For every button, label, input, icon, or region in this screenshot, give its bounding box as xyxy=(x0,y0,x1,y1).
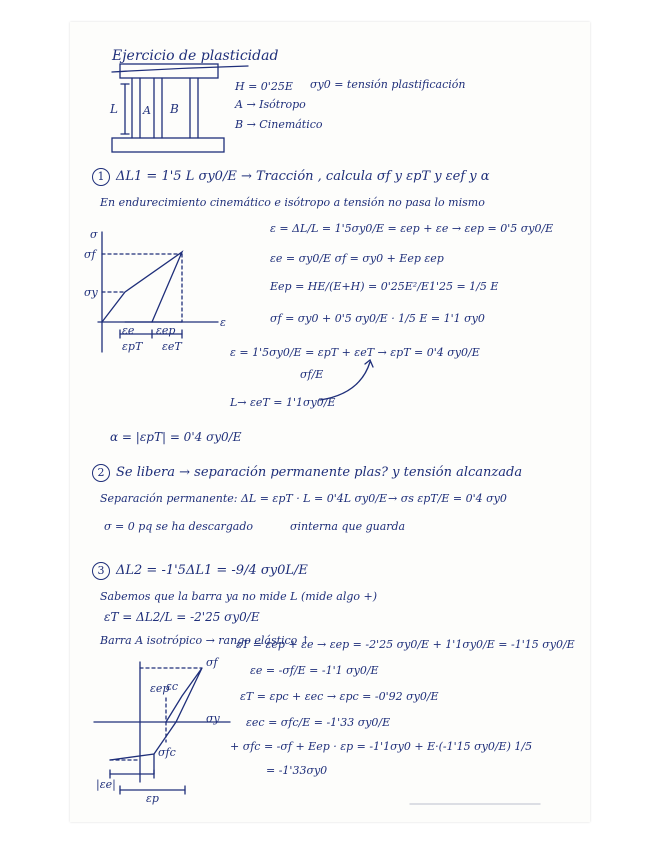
section1-eq-5: ε = 1'5σy0/E = εpT + εeT → εpT = 0'4 σy0/E xyxy=(230,346,480,359)
graph2-sigf-label: σf xyxy=(206,656,218,669)
graph2-sigfc-label: σfc xyxy=(158,746,176,759)
label-length: L xyxy=(110,102,118,116)
page-title: Ejercicio de plasticidad xyxy=(112,48,279,64)
section2-eq-4: σinterna que guarda xyxy=(290,520,406,533)
section1-subtitle: En endurecimiento cinemático e isótropo a tensión no pasa lo mismo xyxy=(100,196,485,209)
graph1-sigy-label: σy xyxy=(84,286,98,299)
graph2-sigy-label: σy xyxy=(206,712,220,725)
section2-head-text: Se libera → separación permanente plas? y tensión alcanzada xyxy=(116,465,523,480)
section1-eq-1: ε = ΔL/L = 1'5σy0/E = εep + εe → εep = 0'5 σy0/E xyxy=(270,222,554,235)
section3-number: 3 xyxy=(92,562,110,580)
graph1-ee-label: εe xyxy=(122,324,135,337)
section1-alpha: α = |εpT| = 0'4 σy0/E xyxy=(110,430,242,444)
section2-eq-3: σ = 0 pq se ha descargado xyxy=(104,520,254,533)
section3-eq-6: εec = σfc/E = -1'33 σy0/E xyxy=(246,716,391,729)
section1-number: 1 xyxy=(92,168,110,186)
section1-eq-2: εe = σy0/E σf = σy0 + Eep εep xyxy=(270,252,444,265)
given-kinematic: B → Cinemático xyxy=(235,118,323,131)
graph1-eet-label: εeT xyxy=(162,340,182,353)
given-sigma-y0: σy0 = tensión plastificación xyxy=(310,78,466,91)
section3-eq-7: + σfc = -σf + Eep · εp = -1'1σy0 + E·(-1'15 σy0/E) 1/5 xyxy=(230,740,533,753)
section3-head-text: ΔL2 = -1'5ΔL1 = -9/4 σy0L/E xyxy=(116,563,308,578)
section3-eq-8: = -1'33σy0 xyxy=(266,764,328,777)
section3-subtitle: Sabemos que la barra ya no mide L (mide algo +) xyxy=(100,590,378,603)
graph1-eep-label: εep xyxy=(156,324,176,337)
given-h: H = 0'25E xyxy=(235,80,293,93)
graph2-eep-label: εep xyxy=(150,682,170,695)
section2-eq-1: Separación permanente: ΔL = εpT · L = 0'4L σy0/E xyxy=(100,492,387,505)
bar-bottom-plate xyxy=(112,138,224,152)
graph2-ec-label: εc xyxy=(166,680,179,693)
section3-eq-3: εT = εep + εe → εep = -2'25 σy0/E + 1'1σy0/E = -1'15 σy0/E xyxy=(236,638,575,651)
section1-eq-7: L→ εeT = 1'1σy0/E xyxy=(230,396,336,409)
section3-eq-2: Barra A isotrópico → rango elástico ↑ xyxy=(100,634,311,647)
section3-eq-4: εe = -σf/E = -1'1 σy0/E xyxy=(250,664,379,677)
section1-heading xyxy=(92,168,490,186)
graph1-sigma-label: σ xyxy=(90,228,98,241)
label-bar-a: A xyxy=(143,104,151,117)
section3-eq-5: εT = εpc + εec → εpc = -0'92 σy0/E xyxy=(240,690,439,703)
graph1-sigf-label: σf xyxy=(84,248,96,261)
graph1-ept-label: εpT xyxy=(122,340,143,353)
section1-head-text: ΔL1 = 1'5 L σy0/E → Tracción , calcula σf y εpT y εef y α xyxy=(116,169,490,184)
section1-eq-4: σf = σy0 + 0'5 σy0/E · 1/5 E = 1'1 σy0 xyxy=(270,312,485,325)
section1-eq-6: σf/E xyxy=(300,368,324,381)
graph2-ep-label: εp xyxy=(146,792,159,805)
section3-heading xyxy=(92,562,308,580)
given-isotropic: A → Isótropo xyxy=(235,98,306,111)
label-bar-b: B xyxy=(170,102,179,116)
graph2-ee-label: |εe| xyxy=(96,778,116,791)
section1-eq-3: Eep = HE/(E+H) = 0'25E²/E1'25 = 1/5 E xyxy=(270,280,499,293)
section3-eq-1: εT = ΔL2/L = -2'25 σy0/E xyxy=(104,610,260,624)
section2-number: 2 xyxy=(92,464,110,482)
bar-top-plate xyxy=(120,64,218,78)
notebook-page xyxy=(70,22,590,822)
section2-eq-2: → σs εpT/E = 0'4 σy0 xyxy=(388,492,507,505)
graph1-curve xyxy=(102,252,182,322)
section2-heading xyxy=(92,464,522,482)
graph1-eps-label: ε xyxy=(220,316,226,329)
